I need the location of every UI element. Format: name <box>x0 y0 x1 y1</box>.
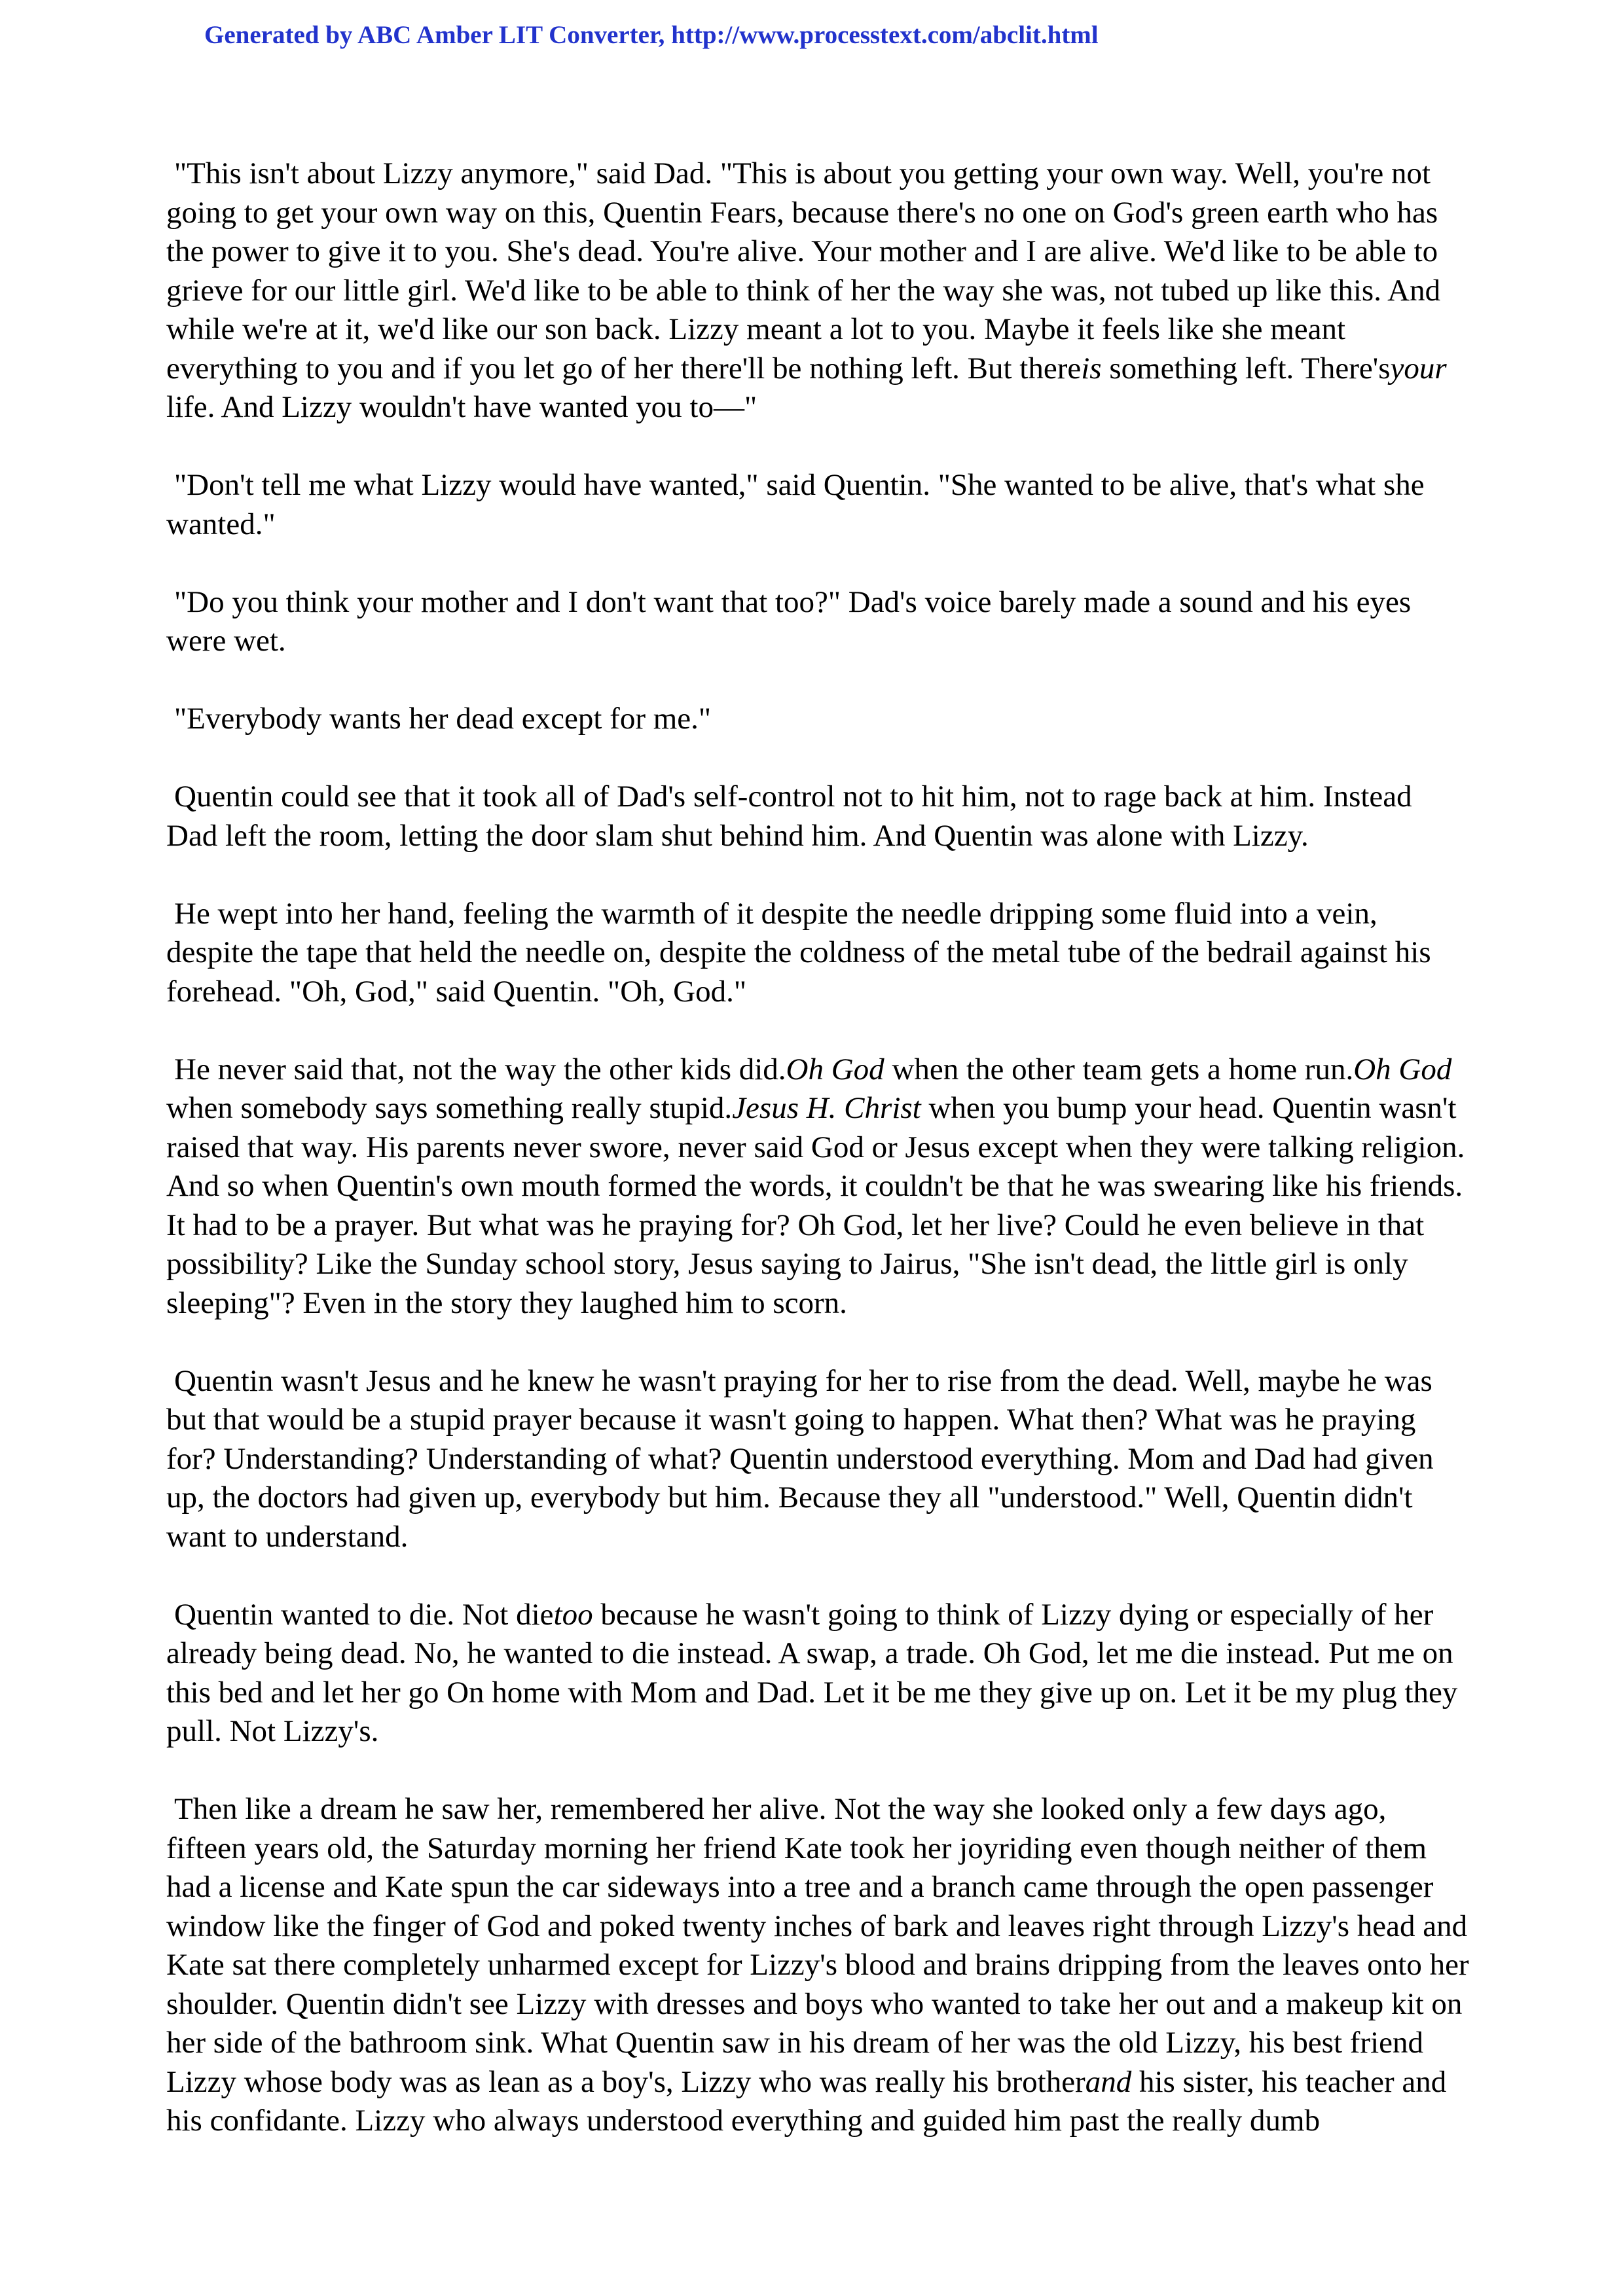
paragraph-text: "This isn't about Lizzy anymore," said Dad. "This is about you getting your own way. Well, you're not going to get your own way on this, Quentin Fears, because there's no one on God's green earth who has the power to give it to you. She's dead. You're alive. Your mother and I are alive. We'd like to be able to grieve for our little girl. We'd like to be able to think of her the way she was, not tubed up like this. And while we're at it, we'd like our son back. Lizzy meant a lot to you. Maybe it feels like she meant everything to you and if you let go of her there'll be nothing left. But there <box>166 156 1441 386</box>
paragraph-text: when the other team gets a home run. <box>884 1052 1354 1086</box>
document-body <box>166 154 1469 2141</box>
paragraph-text: Quentin wasn't Jesus and he knew he wasn't praying for her to rise from the dead. Well, maybe he was but that would be a stupid prayer because it wasn't going to happen. What then? What was he praying for? Understanding? Understanding of what? Quentin understood everything. Mom and Dad had given up, the doctors had given up, everybody but him. Because they all "understood." Well, Quentin didn't want to understand. <box>166 1363 1434 1554</box>
paragraph-text: He wept into her hand, feeling the warmth of it despite the needle dripping some fluid into a vein, despite the tape that held the needle on, despite the coldness of the metal tube of the bedrail against his forehead. "Oh, God," said Quentin. "Oh, God." <box>166 896 1431 1009</box>
italic-text: your <box>1390 351 1447 386</box>
paragraph <box>166 895 1469 1012</box>
paragraph <box>166 583 1469 661</box>
paragraph <box>166 778 1469 855</box>
italic-text: too <box>553 1597 593 1632</box>
paragraph-text: when somebody says something really stupid. <box>166 1091 733 1125</box>
italic-text: and <box>1085 2064 1132 2099</box>
paragraph <box>166 154 1469 427</box>
paragraph <box>166 1050 1469 1323</box>
paragraph-text: "Do you think your mother and I don't want that too?" Dad's voice barely made a sound and his eyes were wet. <box>166 584 1412 658</box>
paragraph-text: "Everybody wants her dead except for me." <box>174 702 712 736</box>
paragraph-text: Quentin wanted to die. Not die <box>174 1597 554 1632</box>
paragraph <box>166 1790 1469 2141</box>
paragraph-text: something left. There's <box>1101 351 1391 386</box>
italic-text: Oh God <box>786 1052 884 1086</box>
paragraph-text: his sister, his teacher and his confidante. Lizzy who always understood everything and guided him past the really dumb <box>166 2064 1447 2138</box>
paragraph <box>166 700 1469 739</box>
paragraph-text: when you bump your head. Quentin wasn't raised that way. His parents never swore, never said God or Jesus except when they were talking religion. And so when Quentin's own mouth formed the words, it couldn't be that he was swearing like his friends. It had to be a prayer. But what was he praying for? Oh God, let her live? Could he even believe in that possibility? Like the Sunday school story, Jesus saying to Jairus, "She isn't dead, the little girl is only sleeping"? Even in the story they laughed him to scorn. <box>166 1091 1465 1320</box>
paragraph-text: Then like a dream he saw her, remembered her alive. Not the way she looked only a few days ago, fifteen years old, the Saturday morning her friend Kate took her joyriding even though neither of them had a license and Kate spun the car sideways into a tree and a branch came through the open passenger window like the finger of God and poked twenty inches of bark and leaves right through Lizzy's head and Kate sat there completely unharmed except for Lizzy's blood and brains dripping from the leaves onto her shoulder. Quentin didn't see Lizzy with dresses and boys who wanted to take her out and a makeup kit on her side of the bathroom sink. What Quentin saw in his dream of her was the old Lizzy, his best friend Lizzy whose body was as lean as a boy's, Lizzy who was really his brother <box>166 1792 1469 2099</box>
paragraph-text: because he wasn't going to think of Lizzy dying or especially of her already being dead. No, he wanted to die instead. A swap, a trade. Oh God, let me die instead. Put me on this bed and let her go On home with Mom and Dad. Let it be me they give up on. Let it be my plug they pull. Not Lizzy's. <box>166 1597 1458 1748</box>
paragraph <box>166 466 1469 544</box>
generator-header-link[interactable]: Generated by ABC Amber LIT Converter, http://www.processtext.com/abclit.html <box>204 21 1099 49</box>
paragraph-text: "Don't tell me what Lizzy would have wanted," said Quentin. "She wanted to be alive, that's what she wanted." <box>166 468 1425 541</box>
paragraph <box>166 1596 1469 1751</box>
paragraph-text: He never said that, not the way the other kids did. <box>174 1052 786 1086</box>
italic-text: Oh God <box>1353 1052 1452 1086</box>
italic-text: is <box>1081 351 1102 386</box>
paragraph-text: Quentin could see that it took all of Dad's self-control not to hit him, not to rage back at him. Instead Dad left the room, letting the door slam shut behind him. And Quentin was alone with Lizzy. <box>166 780 1412 853</box>
italic-text: Jesus H. Christ <box>732 1091 921 1125</box>
paragraph-text: life. And Lizzy wouldn't have wanted you to—" <box>166 390 757 424</box>
paragraph <box>166 1362 1469 1557</box>
